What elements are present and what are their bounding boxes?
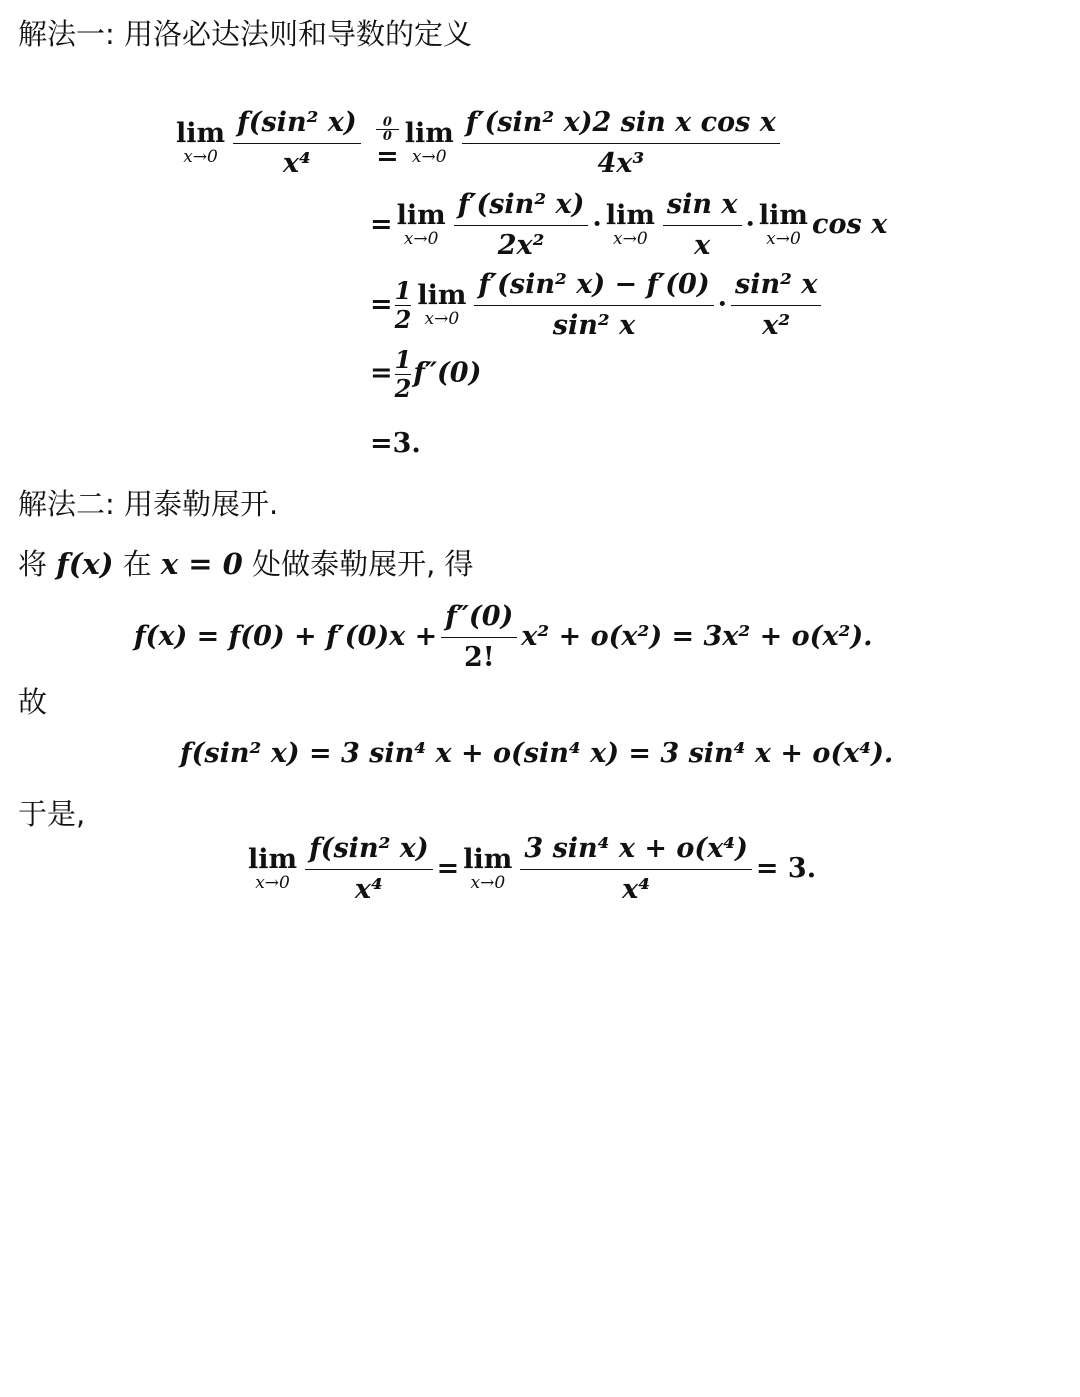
fraction: $\frac{\text{sin² x}}{\text{x²}}$	[731, 268, 821, 343]
half-fraction: $\frac{1}{2}$	[394, 345, 412, 403]
method1-line5: =3.	[370, 428, 421, 459]
composition-expansion: f(sin² x) = 3 sin⁴ x + o(sin⁴ x) = 3 sin⁴ x + o(x⁴).	[180, 738, 894, 769]
method1-line4: = $\frac{1}{2}$ f″(0)	[370, 345, 482, 403]
limit-operator: lim x→0	[417, 280, 467, 329]
fraction: $\frac{\text{sin x}}{x}$	[663, 188, 742, 263]
method2-intro: 将 f(x) 在 x = 0 处做泰勒展开, 得	[18, 547, 474, 581]
lhopital-equals: 0 0 =	[376, 115, 399, 173]
fraction: $\frac{\text{f(sin² x)}}{\text{x⁴}}$	[305, 832, 433, 907]
limit-operator: lim x→0	[605, 200, 655, 249]
yushi-label: 于是,	[18, 797, 86, 831]
taylor-expansion: f(x) = f(0) + f′(0)x + $\frac{f''(0)}{2!}$ x² + o(x²) = 3x² + o(x²).	[134, 601, 873, 673]
method1-line1	[172, 106, 784, 181]
method2-heading: 解法二: 用泰勒展开.	[18, 487, 279, 521]
limit-operator: lim x→0	[396, 200, 446, 249]
limit-operator: lim x→0	[248, 844, 298, 893]
fraction: $\frac{\text{f′(sin² x)}}{\text{2x²}}$	[454, 188, 589, 263]
method1-heading: 解法一: 用洛必达法则和导数的定义	[18, 17, 472, 51]
limit-operator: lim x→0	[758, 200, 809, 249]
limit-operator: lim x→0	[404, 118, 454, 167]
fraction: $\frac{f''(0)}{2!}$	[441, 600, 517, 675]
final-limit: lim x→0 $\frac{\text{f(sin² x)}}{\text{x⁴}}$ = lim x→0 $\frac{\text{3 sin⁴ x + o(x⁴)}}{\text{x⁴}}$ = 3.	[248, 833, 817, 905]
half-fraction: $\frac{1}{2}$	[394, 276, 412, 334]
fraction: $\frac{\text{f(sin² x)}}{\text{x⁴}}$	[233, 106, 361, 181]
limit-operator: lim x→0	[463, 844, 513, 893]
gu-label: 故	[18, 685, 48, 719]
fraction: $\frac{\text{f′(sin² x)2 sin x cos x}}{\text{4x³}}$	[462, 106, 780, 181]
limit-operator: lim x→0	[176, 118, 226, 167]
fraction: $\frac{\text{f′(sin² x) − f′(0)}}{\text{sin² x}}$	[474, 268, 713, 343]
fraction: $\frac{\text{3 sin⁴ x + o(x⁴)}}{\text{x⁴}}$	[520, 832, 752, 907]
method1-line2: = lim x→0 $\frac{\text{f′(sin² x)}}{\text{2x²}}$ · lim x→0 $\frac{\text{sin x}}{x}$ · lim x→0 cos x	[370, 189, 888, 261]
method1-line3: = $\frac{1}{2}$ lim x→0 $\frac{\text{f′(sin² x) − f′(0)}}{\text{sin² x}}$ · $\frac{\text{sin² x}}{\text{x²}}$	[370, 268, 825, 343]
